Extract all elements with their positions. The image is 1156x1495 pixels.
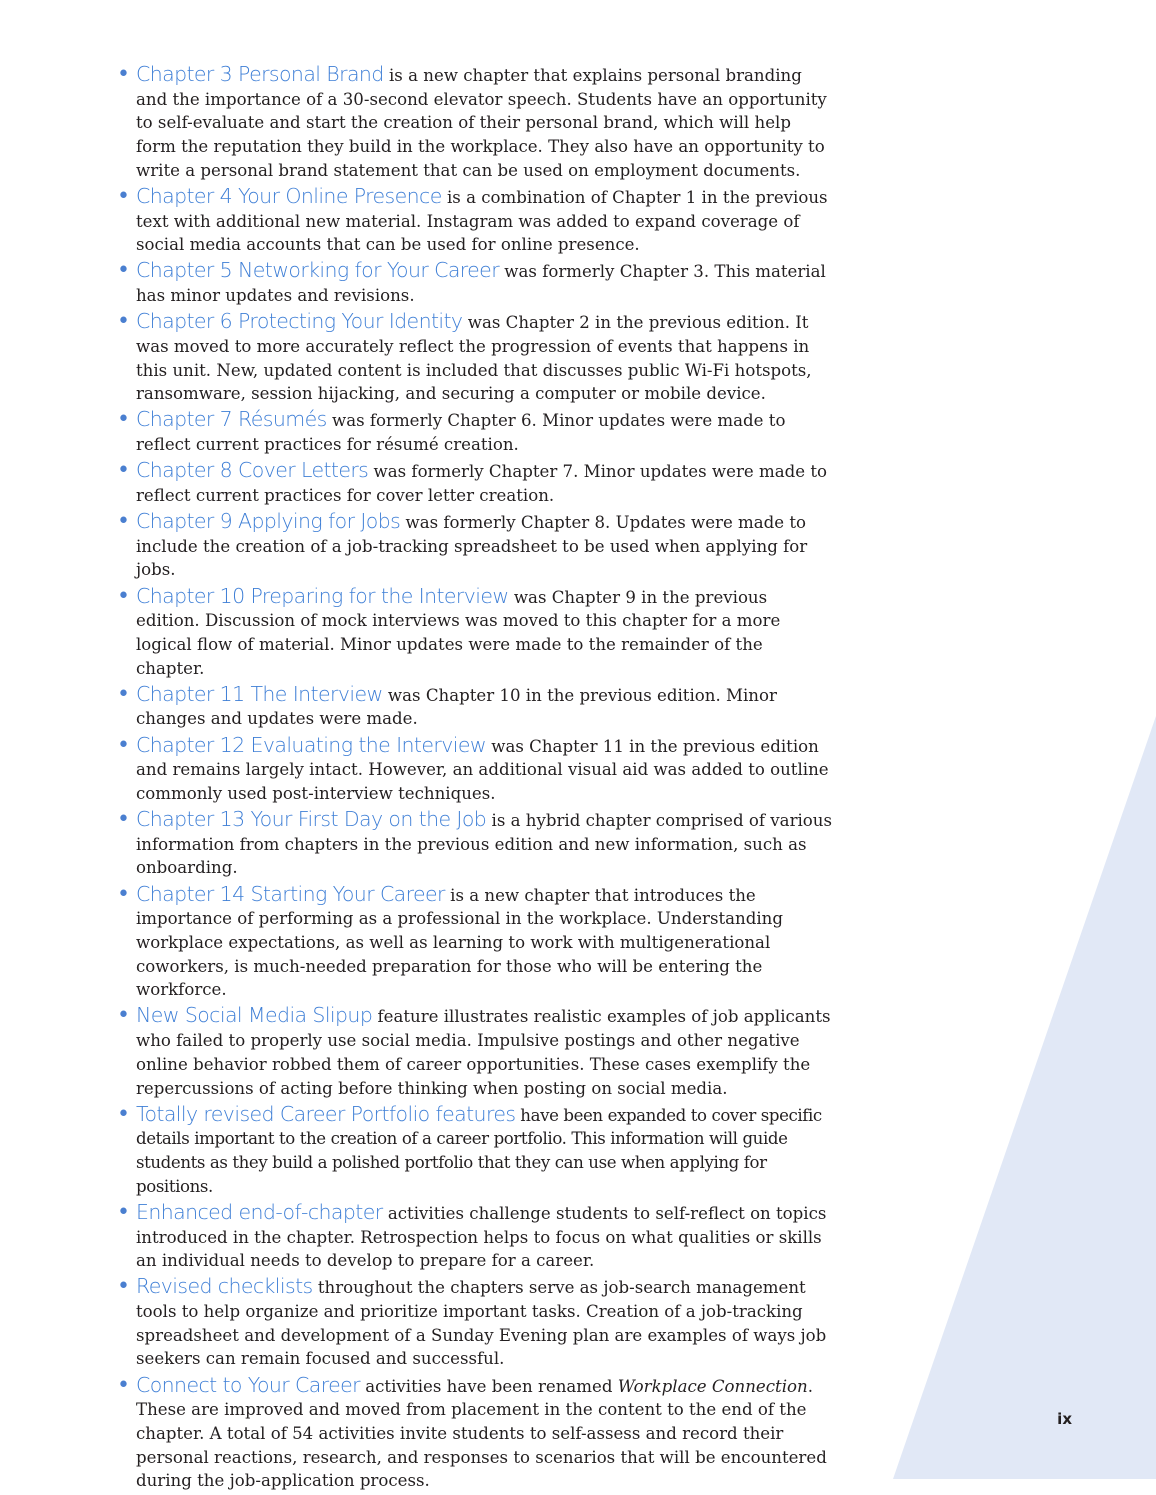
item-lead: Chapter 5 Networking for Your Career bbox=[136, 258, 500, 283]
item-lead: Chapter 3 Personal Brand bbox=[136, 62, 384, 86]
feature-list bbox=[117, 63, 832, 1493]
bullet-icon: • bbox=[117, 881, 130, 907]
item-lead: Totally revised Career Portfolio features bbox=[136, 1101, 516, 1126]
item-text: is a new chapter that introduces the importance of performing as a professional in the workplace. Understanding workplace expectations, as well as learning to work with multigenerational coworkers, is much-needed preparation for those who will be entering the workforce. bbox=[136, 885, 783, 1000]
item-text: was Chapter 9 in the previous edition. Discussion of mock interviews was moved to this chapter for a more logical flow of material. Minor updates were made to the remainder of the chapter. bbox=[136, 587, 781, 678]
item-text: was formerly Chapter 8. Updates were made to include the creation of a job-tracking spreadsheet to be used when applying for jobs. bbox=[136, 513, 808, 580]
item-lead: Enhanced end-of-chapter bbox=[136, 1199, 383, 1224]
bullet-icon: • bbox=[117, 732, 130, 758]
item-lead: Chapter 7 Résumés bbox=[136, 407, 327, 432]
bullet-icon: • bbox=[117, 1003, 130, 1029]
item-lead: Chapter 13 Your First Day on the Job bbox=[136, 807, 487, 831]
item-lead: Chapter 9 Applying for Jobs bbox=[136, 509, 401, 533]
item-text: was Chapter 11 in the previous edition and remains largely intact. However, an additional visual aid was added to outline commonly used post-interview techniques. bbox=[136, 736, 829, 803]
item-lead: Connect to Your Career bbox=[136, 1372, 360, 1397]
item-text: throughout the chapters serve as job-search management tools to help organize and prioritize important tasks. Creation of a job-tracking spreadsheet and development of a Sunday Evening plan are examples of ways job seekers can remain focused and successful. bbox=[136, 1278, 827, 1369]
bullet-icon: • bbox=[117, 1274, 130, 1300]
list-item bbox=[117, 734, 832, 806]
item-text: have been expanded to cover specific details important to the creation of a career portfolio. This information will guide students as they build a polished portfolio that they can use when applying for positions. bbox=[136, 1105, 822, 1196]
bullet-icon: • bbox=[117, 681, 130, 707]
item-lead: Chapter 8 Cover Letters bbox=[136, 458, 369, 483]
item-lead: Chapter 12 Evaluating the Interview bbox=[136, 732, 487, 757]
bullet-icon: • bbox=[117, 807, 130, 832]
item-lead: Chapter 4 Your Online Presence bbox=[136, 183, 442, 208]
list-item bbox=[117, 408, 832, 456]
item-lead: Revised checklists bbox=[136, 1274, 313, 1299]
bullet-icon: • bbox=[117, 258, 130, 284]
item-text: activities challenge students to self-reflect on topics introduced in the chapter. Retrospection helps to focus on what qualities or skills an individual needs to develop to prepare for a career. bbox=[136, 1203, 827, 1271]
list-item bbox=[117, 459, 832, 507]
bullet-icon: • bbox=[117, 183, 130, 209]
list-item bbox=[117, 63, 832, 183]
list-item bbox=[117, 510, 832, 582]
list-item bbox=[117, 1103, 832, 1199]
bullet-icon: • bbox=[117, 1101, 130, 1127]
list-item bbox=[117, 883, 832, 1003]
bullet-icon: • bbox=[117, 1372, 130, 1398]
feature-list-section bbox=[117, 63, 832, 1495]
item-text: was formerly Chapter 3. This material has minor updates and revisions. bbox=[136, 262, 826, 306]
item-lead: Chapter 14 Starting Your Career bbox=[136, 881, 445, 906]
list-item bbox=[117, 1201, 832, 1273]
item-italic-term: Workplace Connection bbox=[617, 1376, 808, 1396]
list-item bbox=[117, 310, 832, 406]
bullet-icon: • bbox=[117, 62, 130, 87]
item-lead: New Social Media Slipup bbox=[136, 1003, 373, 1028]
item-text: was Chapter 10 in the previous edition. Minor changes and updates were made. bbox=[136, 685, 777, 729]
item-text: is a combination of Chapter 1 in the previous text with additional new material. Instagram was added to expand coverage of social media accounts that can be used for online presence. bbox=[136, 187, 828, 255]
bullet-icon: • bbox=[117, 309, 130, 335]
item-text-after: . These are improved and moved from placement in the content to the end of the chapter. A total of 54 activities invite students to self-assess and record their personal reactions, research, and responses to scenarios that will be encountered during the job-application process. bbox=[136, 1376, 827, 1491]
item-text: is a hybrid chapter comprised of various information from chapters in the previous edition and new information, such as onboarding. bbox=[136, 811, 833, 878]
bullet-icon: • bbox=[117, 509, 130, 534]
item-text-before: activities have been renamed bbox=[359, 1376, 618, 1396]
bullet-icon: • bbox=[117, 583, 130, 609]
item-text: was formerly Chapter 6. Minor updates were made to reflect current practices for résumé creation. bbox=[136, 411, 786, 455]
bullet-icon: • bbox=[117, 1199, 130, 1225]
bullet-icon: • bbox=[117, 458, 130, 484]
list-item bbox=[117, 259, 832, 307]
item-lead: Chapter 11 The Interview bbox=[136, 681, 383, 706]
list-item bbox=[117, 1004, 832, 1100]
item-text: feature illustrates realistic examples of job applicants who failed to properly use social media. Impulsive postings and other negative online behavior robbed them of career opportunities. These cases exemplify the repercussions of acting before thinking when posting on social media. bbox=[136, 1007, 831, 1098]
list-item bbox=[117, 585, 832, 681]
list-item bbox=[117, 185, 832, 257]
item-lead: Chapter 6 Protecting Your Identity bbox=[136, 309, 463, 334]
list-item bbox=[117, 1374, 832, 1494]
item-text: is a new chapter that explains personal branding and the importance of a 30-second elevator speech. Students have an opportunity to self-evaluate and start the creation of their personal brand, which will help form the reputation they build in the workplace. They also have an opportunity to write a personal brand statement that can be used on employment documents. bbox=[136, 66, 827, 180]
list-item bbox=[117, 808, 832, 880]
list-item bbox=[117, 683, 832, 731]
bullet-icon: • bbox=[117, 407, 130, 433]
item-text: was Chapter 2 in the previous edition. It was moved to more accurately reflect the progression of events that happens in this unit. New, updated content is included that discusses public Wi-Fi hotspots, ransomware, session hijacking, and securing a computer or mobile device. bbox=[136, 313, 812, 404]
list-item bbox=[117, 1275, 832, 1371]
page-number: ix bbox=[1057, 1410, 1072, 1428]
item-text: was formerly Chapter 7. Minor updates were made to reflect current practices for cover letter creation. bbox=[136, 462, 827, 505]
item-lead: Chapter 10 Preparing for the Interview bbox=[136, 583, 509, 608]
